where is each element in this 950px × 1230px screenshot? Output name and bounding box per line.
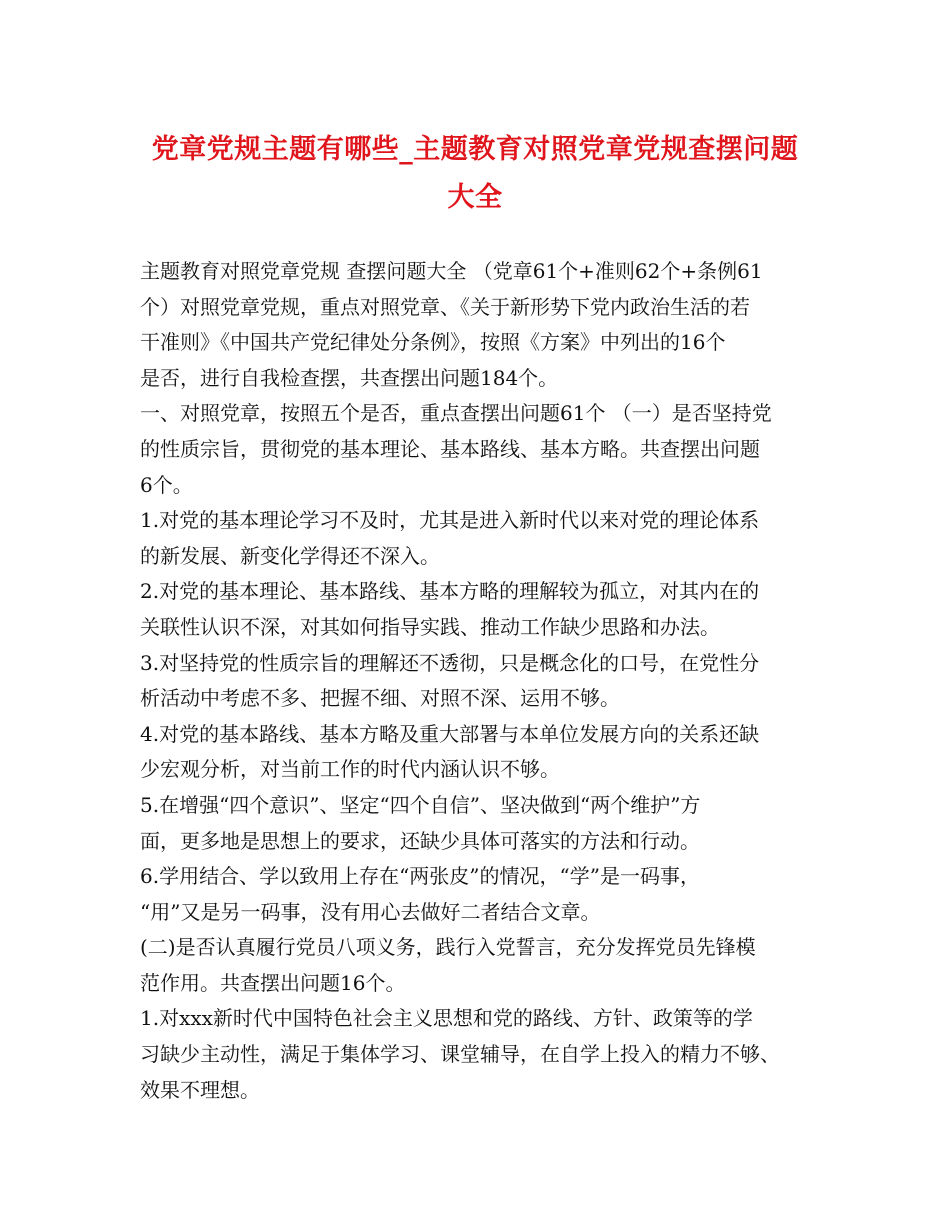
body-line: 一、对照党章，按照五个是否，重点查摆出问题61个 （一）是否坚持党 xyxy=(140,401,772,426)
body-line: 1.对党的基本理论学习不及时，尤其是进入新时代以来对党的理论体系 xyxy=(140,508,760,533)
body-line: 析活动中考虑不多、把握不细、对照不深、运用不够。 xyxy=(140,686,620,711)
document-title xyxy=(130,126,820,222)
title-line-2: 大全 xyxy=(447,182,503,213)
body-line: 的新发展、新变化学得还不深入。 xyxy=(140,543,440,568)
title-line-1: 党章党规主题有哪些_主题教育对照党章党规查摆问题 xyxy=(151,134,799,165)
body-line: 6个。 xyxy=(140,472,193,497)
body-line: 3.对坚持党的性质宗旨的理解还不透彻，只是概念化的口号，在党性分 xyxy=(140,650,760,675)
body-line: 5.在增强“四个意识”、坚定“四个自信”、坚决做到“两个维护”方 xyxy=(140,792,701,817)
body-line: 1.对xxx新时代中国特色社会主义思想和党的路线、方针、政策等的学 xyxy=(140,1006,753,1031)
body-line: 少宏观分析，对当前工作的时代内涵认识不够。 xyxy=(140,757,560,782)
body-line: 面，更多地是思想上的要求，还缺少具体可落实的方法和行动。 xyxy=(140,828,700,853)
body-line: 效果不理想。 xyxy=(140,1077,260,1102)
body-line: (二)是否认真履行党员八项义务，践行入党誓言，充分发挥党员先锋模 xyxy=(140,935,756,960)
body-line: 2.对党的基本理论、基本路线、基本方略的理解较为孤立，对其内在的 xyxy=(140,579,760,604)
body-line: 4.对党的基本路线、基本方略及重大部署与本单位发展方向的关系还缺 xyxy=(140,721,760,746)
body-line: 6.学用结合、学以致用上存在“两张皮”的情况，“学”是一码事， xyxy=(140,864,700,889)
document-body xyxy=(140,254,830,1108)
body-line: 主题教育对照党章党规 查摆问题大全 （党章61个+准则62个+条例61 xyxy=(140,259,763,283)
body-line: 范作用。共查摆出问题16个。 xyxy=(140,970,406,995)
body-line: 的性质宗旨，贯彻党的基本理论、基本路线、基本方略。共查摆出问题 xyxy=(140,436,760,461)
body-line: 关联性认识不深，对其如何指导实践、推动工作缺少思路和办法。 xyxy=(140,614,720,639)
body-line: 是否，进行自我检查摆，共查摆出问题184个。 xyxy=(140,365,559,390)
body-line: 个）对照党章党规，重点对照党章、《关于新形势下党内政治生活的若 xyxy=(140,294,750,319)
body-line: 干准则》《中国共产党纪律处分条例》，按照《方案》中列出的16个 xyxy=(140,330,726,355)
body-line: “用”又是另一码事，没有用心去做好二者结合文章。 xyxy=(140,899,601,924)
body-line: 习缺少主动性，满足于集体学习、课堂辅导，在自学上投入的精力不够、 xyxy=(140,1042,780,1067)
